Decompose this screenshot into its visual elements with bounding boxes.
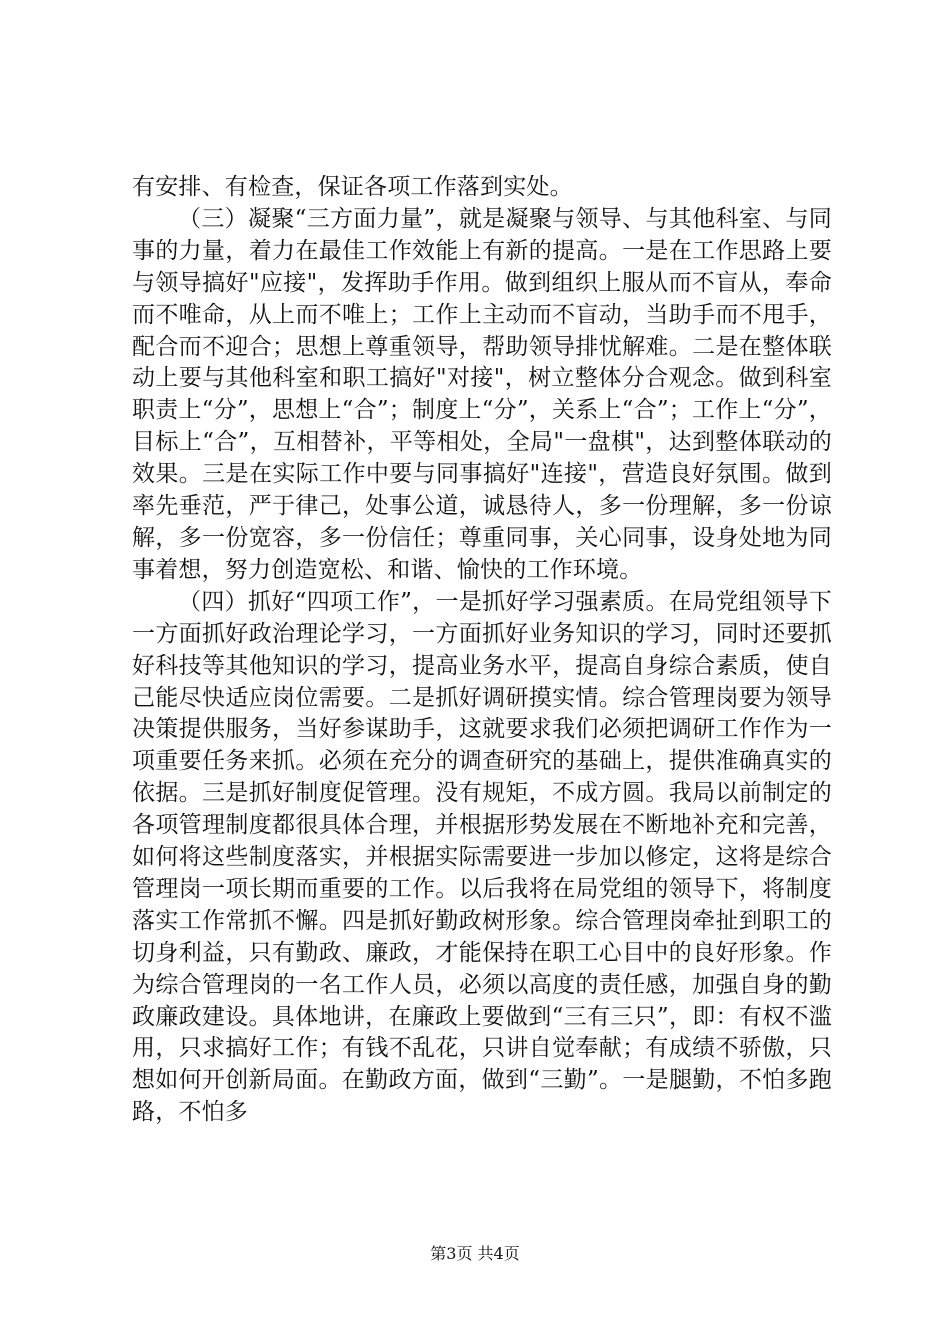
page-number-label: 第3页 共4页 (430, 1244, 520, 1263)
paragraph-continuation: 有安排、有检查，保证各项工作落到实处。 (132, 174, 573, 200)
paragraph-section-four: （四）抓好“四项工作”，一是抓好学习强素质。在局党组领导下一方面抓好政治理论学习，一方面抓好业务知识的学习，同时还要抓好科技等其他知识的学习，提高业务水平，提高自身综合素质，使自己能尽快适应岗位需要。二是抓好调研摸实情。综合管理岗要为领导决策提供服务，当好参谋助手，这就要求我们必须把调研工作作为一项重要任务来抓。必须在充分的调查研究的基础上，提供准确真实的依据。三是抓好制度促管理。没有规矩，不成方圆。我局以前制定的各项管理制度都很具体合理，并根据形势发展在不断地补充和完善，如何将这些制度落实，并根据实际需要进一步加以修定，这将是综合管理岗一项长期而重要的工作。以后我将在局党组的领导下，将制度落实工作常抓不懈。四是抓好勤政树形象。综合管理岗牵扯到职工的切身利益，只有勤政、廉政，才能保持在职工心目中的良好形象。作为综合管理岗的一名工作人员，必须以高度的责任感，加强自身的勤政廉政建设。具体地讲，在廉政上要做到“三有三只”，即：有权不滥用，只求搞好工作；有钱不乱花，只讲自觉奉献；有成绩不骄傲，只想如何开创新局面。在勤政方面，做到“三勤”。一是腿勤，不怕多跑路，不怕多 (132, 588, 832, 1126)
document-body (132, 172, 832, 1129)
page-footer (0, 1243, 950, 1265)
paragraph-section-three: （三）凝聚“三方面力量”，就是凝聚与领导、与其他科室、与同事的力量，着力在最佳工作效能上有新的提高。一是在工作思路上要与领导搞好"应接"，发挥助手作用。做到组织上服从而不盲从，奉命而不唯命，从上而不唯上；工作上主动而不盲动，当助手而不甩手，配合而不迎合；思想上尊重领导，帮助领导排忧解难。二是在整体联动上要与其他科室和职工搞好"对接"，树立整体分合观念。做到科室职责上“分”，思想上“合”；制度上“分”，关系上“合”；工作上“分”，目标上“合”，互相替补，平等相处，全局"一盘棋"，达到整体联动的效果。三是在实际工作中要与同事搞好"连接"，营造良好氛围。做到率先垂范，严于律己，处事公道，诚恳待人，多一份理解，多一份谅解，多一份宽容，多一份信任；尊重同事，关心同事，设身处地为同事着想，努力创造宽松、和谐、愉快的工作环境。 (132, 205, 832, 583)
